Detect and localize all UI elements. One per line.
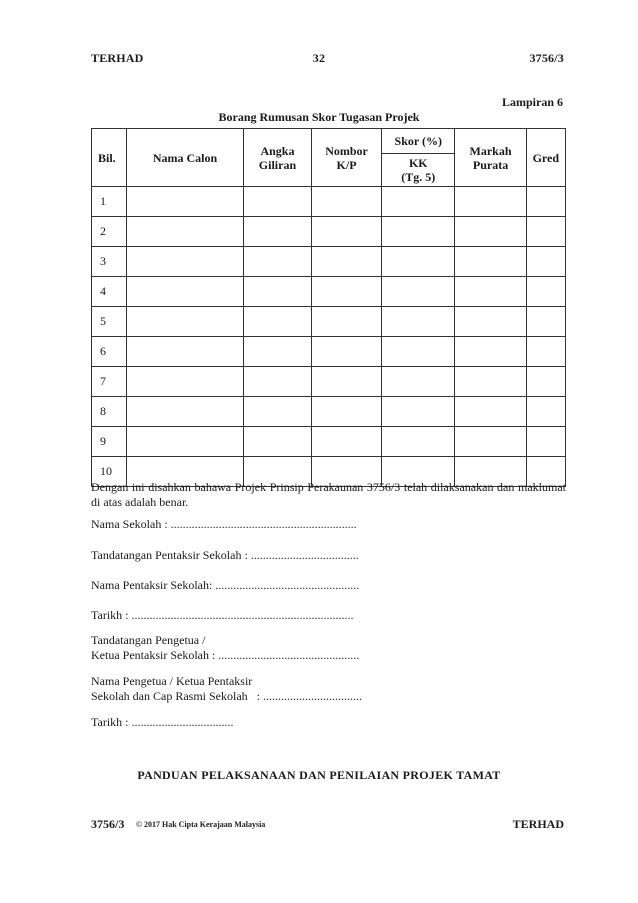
cell-skor [382, 367, 455, 397]
cell-angka [243, 367, 311, 397]
row-number: 7 [92, 367, 127, 397]
row-number: 10 [92, 457, 127, 487]
cell-nama [127, 247, 244, 277]
cell-nombor [311, 367, 381, 397]
cell-gred [526, 217, 565, 247]
cell-angka [243, 247, 311, 277]
cell-nama [127, 337, 244, 367]
cell-nombor [311, 187, 381, 217]
cell-gred [526, 277, 565, 307]
cell-skor [382, 217, 455, 247]
row-number: 5 [92, 307, 127, 337]
cell-nama [127, 217, 244, 247]
col-header-skor: Skor (%) [382, 129, 455, 154]
cell-skor [382, 427, 455, 457]
table-row [92, 397, 566, 427]
cell-nombor [311, 337, 381, 367]
cell-skor [382, 337, 455, 367]
cell-markah [455, 397, 526, 427]
col-header-bil: Bil. [92, 129, 127, 187]
cell-angka [243, 307, 311, 337]
footer-right-label: TERHAD [512, 817, 564, 831]
table-row [92, 247, 566, 277]
cell-gred [526, 187, 565, 217]
footer-copyright: © 2017 Hak Cipta Kerajaan Malaysia [136, 820, 266, 829]
cell-skor [382, 247, 455, 277]
cell-gred [526, 307, 565, 337]
row-number: 9 [92, 427, 127, 457]
col-header-nama-calon: Nama Calon [127, 129, 244, 187]
section-end-title: PANDUAN PELAKSANAAN DAN PENILAIAN PROJEK TAMAT [137, 768, 501, 782]
declaration-text: Dengan ini disahkan bahawa Projek Prinsip Perakaunan 3756/3 telah dilaksanakan dan maklumat di atas adalah benar. [91, 480, 566, 509]
cell-markah [455, 307, 526, 337]
cell-nama [127, 277, 244, 307]
field-tandatangan-pentaksir: Tandatangan Pentaksir Sekolah : .................................... [91, 548, 359, 562]
header-left-label: TERHAD [91, 51, 144, 65]
table-row [92, 427, 566, 457]
cell-markah [455, 427, 526, 457]
cell-nombor [311, 247, 381, 277]
cell-angka [243, 397, 311, 427]
field-nama-pentaksir: Nama Pentaksir Sekolah: ................................................ [91, 578, 360, 592]
table-row [92, 187, 566, 217]
score-summary-table [91, 128, 566, 487]
cell-angka [243, 337, 311, 367]
row-number: 2 [92, 217, 127, 247]
table-row [92, 277, 566, 307]
field-tarikh-pengetua: Tarikh : .................................. [91, 715, 234, 729]
page-number: 32 [312, 51, 326, 65]
table-body [92, 187, 566, 487]
row-number: 4 [92, 277, 127, 307]
cell-markah [455, 367, 526, 397]
field-tandatangan-pengetua: Tandatangan Pengetua / Ketua Pentaksir Sekolah : ............................................... [91, 633, 360, 662]
cell-markah [455, 187, 526, 217]
row-number: 6 [92, 337, 127, 367]
cell-skor [382, 277, 455, 307]
cell-nama [127, 367, 244, 397]
cell-nama [127, 427, 244, 457]
row-number: 8 [92, 397, 127, 427]
cell-skor [382, 187, 455, 217]
table-row [92, 337, 566, 367]
field-tarikh: Tarikh : .......................................................................... [91, 608, 354, 622]
cell-gred [526, 367, 565, 397]
cell-angka [243, 427, 311, 457]
table-row [92, 367, 566, 397]
header-right-code: 3756/3 [529, 51, 564, 65]
col-header-markah-purata: Markah Purata [455, 129, 526, 187]
cell-markah [455, 217, 526, 247]
cell-nombor [311, 307, 381, 337]
row-number: 1 [92, 187, 127, 217]
col-header-gred: Gred [526, 129, 565, 187]
cell-markah [455, 277, 526, 307]
cell-nombor [311, 427, 381, 457]
cell-gred [526, 427, 565, 457]
cell-angka [243, 217, 311, 247]
col-header-angka-giliran: Angka Giliran [243, 129, 311, 187]
cell-nombor [311, 277, 381, 307]
form-title: Borang Rumusan Skor Tugasan Projek [218, 110, 420, 124]
table-row [92, 307, 566, 337]
cell-angka [243, 277, 311, 307]
col-header-kk: KK (Tg. 5) [382, 154, 455, 187]
field-nama-pengetua: Nama Pengetua / Ketua Pentaksir Sekolah dan Cap Rasmi Sekolah : ................................. [91, 674, 362, 703]
cell-angka [243, 187, 311, 217]
cell-gred [526, 247, 565, 277]
cell-gred [526, 397, 565, 427]
cell-skor [382, 307, 455, 337]
col-header-nombor-kp: Nombor K/P [311, 129, 381, 187]
appendix-label: Lampiran 6 [501, 95, 563, 109]
cell-gred [526, 337, 565, 367]
cell-nama [127, 397, 244, 427]
cell-skor [382, 397, 455, 427]
cell-nama [127, 187, 244, 217]
cell-markah [455, 337, 526, 367]
cell-nombor [311, 217, 381, 247]
field-nama-sekolah: Nama Sekolah : .............................................................. [91, 517, 357, 531]
cell-nombor [311, 397, 381, 427]
table-row [92, 217, 566, 247]
cell-markah [455, 247, 526, 277]
cell-nama [127, 307, 244, 337]
row-number: 3 [92, 247, 127, 277]
footer-code: 3756/3 [91, 817, 125, 831]
